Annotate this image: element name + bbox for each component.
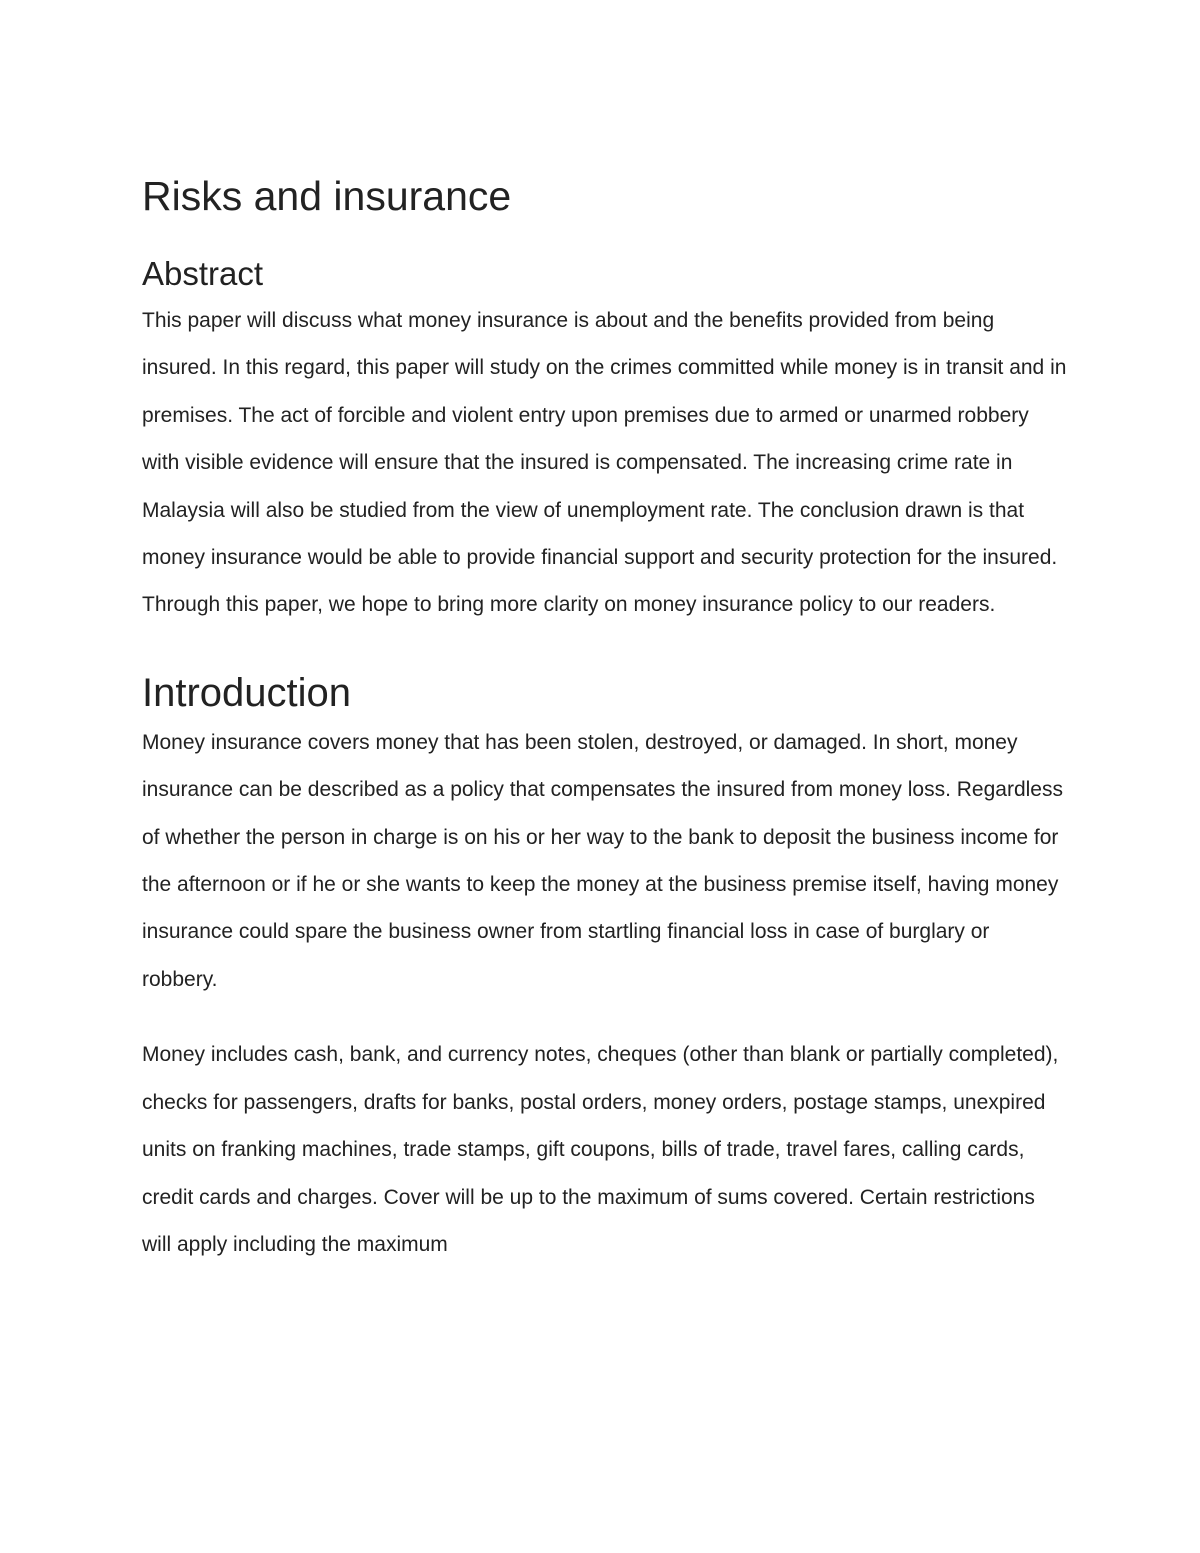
document-body <box>142 170 1067 1268</box>
document-title: Risks and insurance <box>142 173 512 219</box>
introduction-paragraph-2: Money includes cash, bank, and currency notes, cheques (other than blank or partially completed), checks for passengers, drafts for banks, postal orders, money orders, postage stamps, unexpired units on franking machines, trade stamps, gift coupons, bills of trade, travel fares, calling cards, credit cards and charges. Cover will be up to the maximum of sums covered. Certain restrictions will apply including the maximum <box>142 1043 1059 1256</box>
abstract-heading: Abstract <box>142 255 264 292</box>
introduction-heading: Introduction <box>142 670 352 715</box>
introduction-paragraph-1: Money insurance covers money that has been stolen, destroyed, or damaged. In short, money insurance can be described as a policy that compensates the insured from money loss. Regardless of whether the person in charge is on his or her way to the bank to deposit the business income for the afternoon or if he or she wants to keep the money at the business premise itself, having money insurance could spare the business owner from startling financial loss in case of burglary or robbery. <box>142 730 1063 991</box>
abstract-paragraph: This paper will discuss what money insurance is about and the benefits provided from being insured. In this regard, this paper will study on the crimes committed while money is in transit and in premises. The act of forcible and violent entry upon premises due to armed or unarmed robbery with visible evidence will ensure that the insured is compensated. The increasing crime rate in Malaysia will also be studied from the view of unemployment rate. The conclusion drawn is that money insurance would be able to provide financial support and security protection for the insured. Through this paper, we hope to bring more clarity on money insurance policy to our readers. <box>142 309 1067 617</box>
